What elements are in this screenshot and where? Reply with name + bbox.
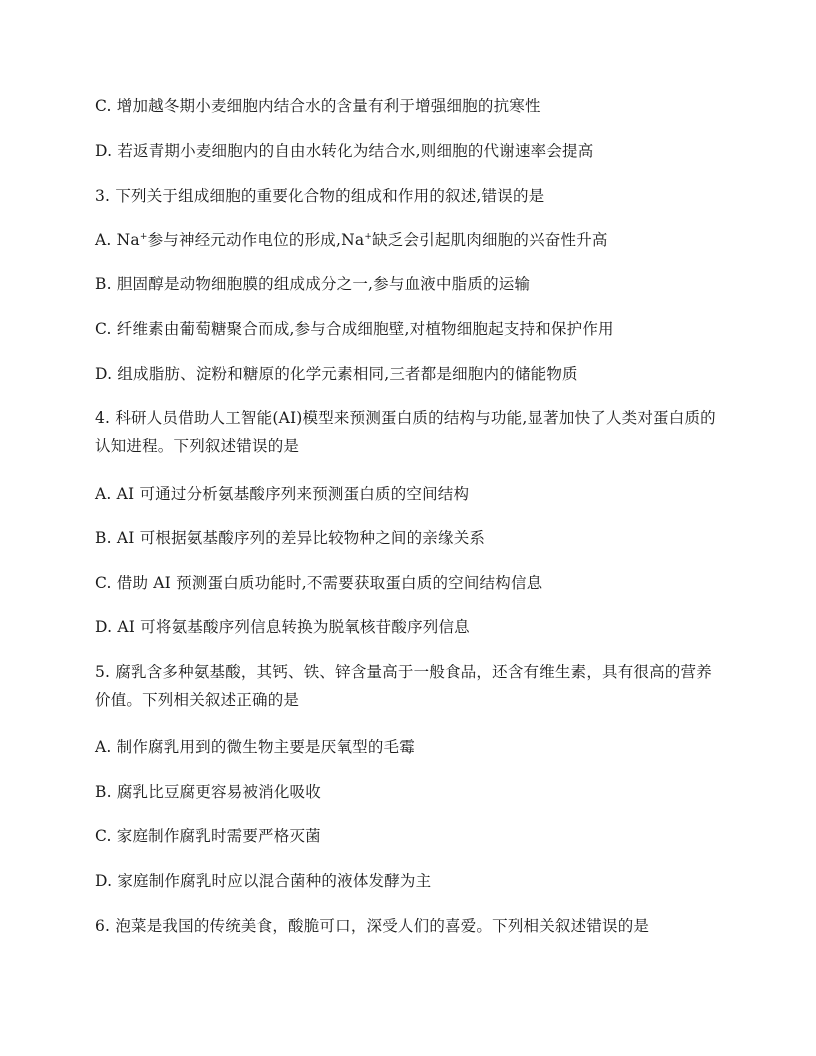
superscript-plus: + bbox=[139, 231, 148, 242]
option-a-q4: A. AI 可通过分析氨基酸序列来预测蛋白质的空间结构 bbox=[95, 485, 470, 503]
option-b-q5: B. 腐乳比豆腐更容易被消化吸收 bbox=[95, 783, 321, 801]
text-segment: 参与神经元动作电位的形成,Na bbox=[147, 231, 365, 249]
superscript-plus: + bbox=[364, 231, 373, 242]
option-d-q2: D. 若返青期小麦细胞内的自由水转化为结合水,则细胞的代谢速率会提高 bbox=[95, 142, 594, 160]
option-c-q5: C. 家庭制作腐乳时需要严格灭菌 bbox=[95, 827, 321, 845]
question-3: 3. 下列关于组成细胞的重要化合物的组成和作用的叙述,错误的是 bbox=[95, 187, 545, 205]
text-segment: A. Na bbox=[95, 231, 140, 249]
option-b-q4: B. AI 可根据氨基酸序列的差异比较物种之间的亲缘关系 bbox=[95, 529, 486, 547]
question-6: 6. 泡菜是我国的传统美食，酸脆可口，深受人们的喜爱。下列相关叙述错误的是 bbox=[95, 917, 650, 935]
option-a-q3 bbox=[95, 229, 725, 251]
option-c-q3: C. 纤维素由葡萄糖聚合而成,参与合成细胞壁,对植物细胞起支持和保护作用 bbox=[95, 320, 614, 338]
option-a-q5: A. 制作腐乳用到的微生物主要是厌氧型的毛霉 bbox=[95, 738, 415, 756]
option-d-q5: D. 家庭制作腐乳时应以混合菌种的液体发酵为主 bbox=[95, 872, 432, 890]
option-c-q2: C. 增加越冬期小麦细胞内结合水的含量有利于增强细胞的抗寒性 bbox=[95, 97, 541, 115]
question-4: 4. 科研人员借助人工智能(AI)模型来预测蛋白质的结构与功能,显著加快了人类对蛋白质的认知进程。下列叙述错误的是 bbox=[95, 409, 716, 455]
option-d-q4: D. AI 可将氨基酸序列信息转换为脱氧核苷酸序列信息 bbox=[95, 618, 470, 636]
option-c-q4: C. 借助 AI 预测蛋白质功能时,不需要获取蛋白质的空间结构信息 bbox=[95, 574, 543, 592]
text-segment: 缺乏会引起肌肉细胞的兴奋性升高 bbox=[372, 231, 608, 249]
question-5: 5. 腐乳含多种氨基酸，其钙、铁、锌含量高于一般食品，还含有维生素，具有很高的营养价值。下列相关叙述正确的是 bbox=[95, 663, 712, 709]
option-d-q3: D. 组成脂肪、淀粉和糖原的化学元素相同,三者都是细胞内的储能物质 bbox=[95, 365, 578, 383]
option-b-q3: B. 胆固醇是动物细胞膜的组成成分之一,参与血液中脂质的运输 bbox=[95, 275, 531, 293]
